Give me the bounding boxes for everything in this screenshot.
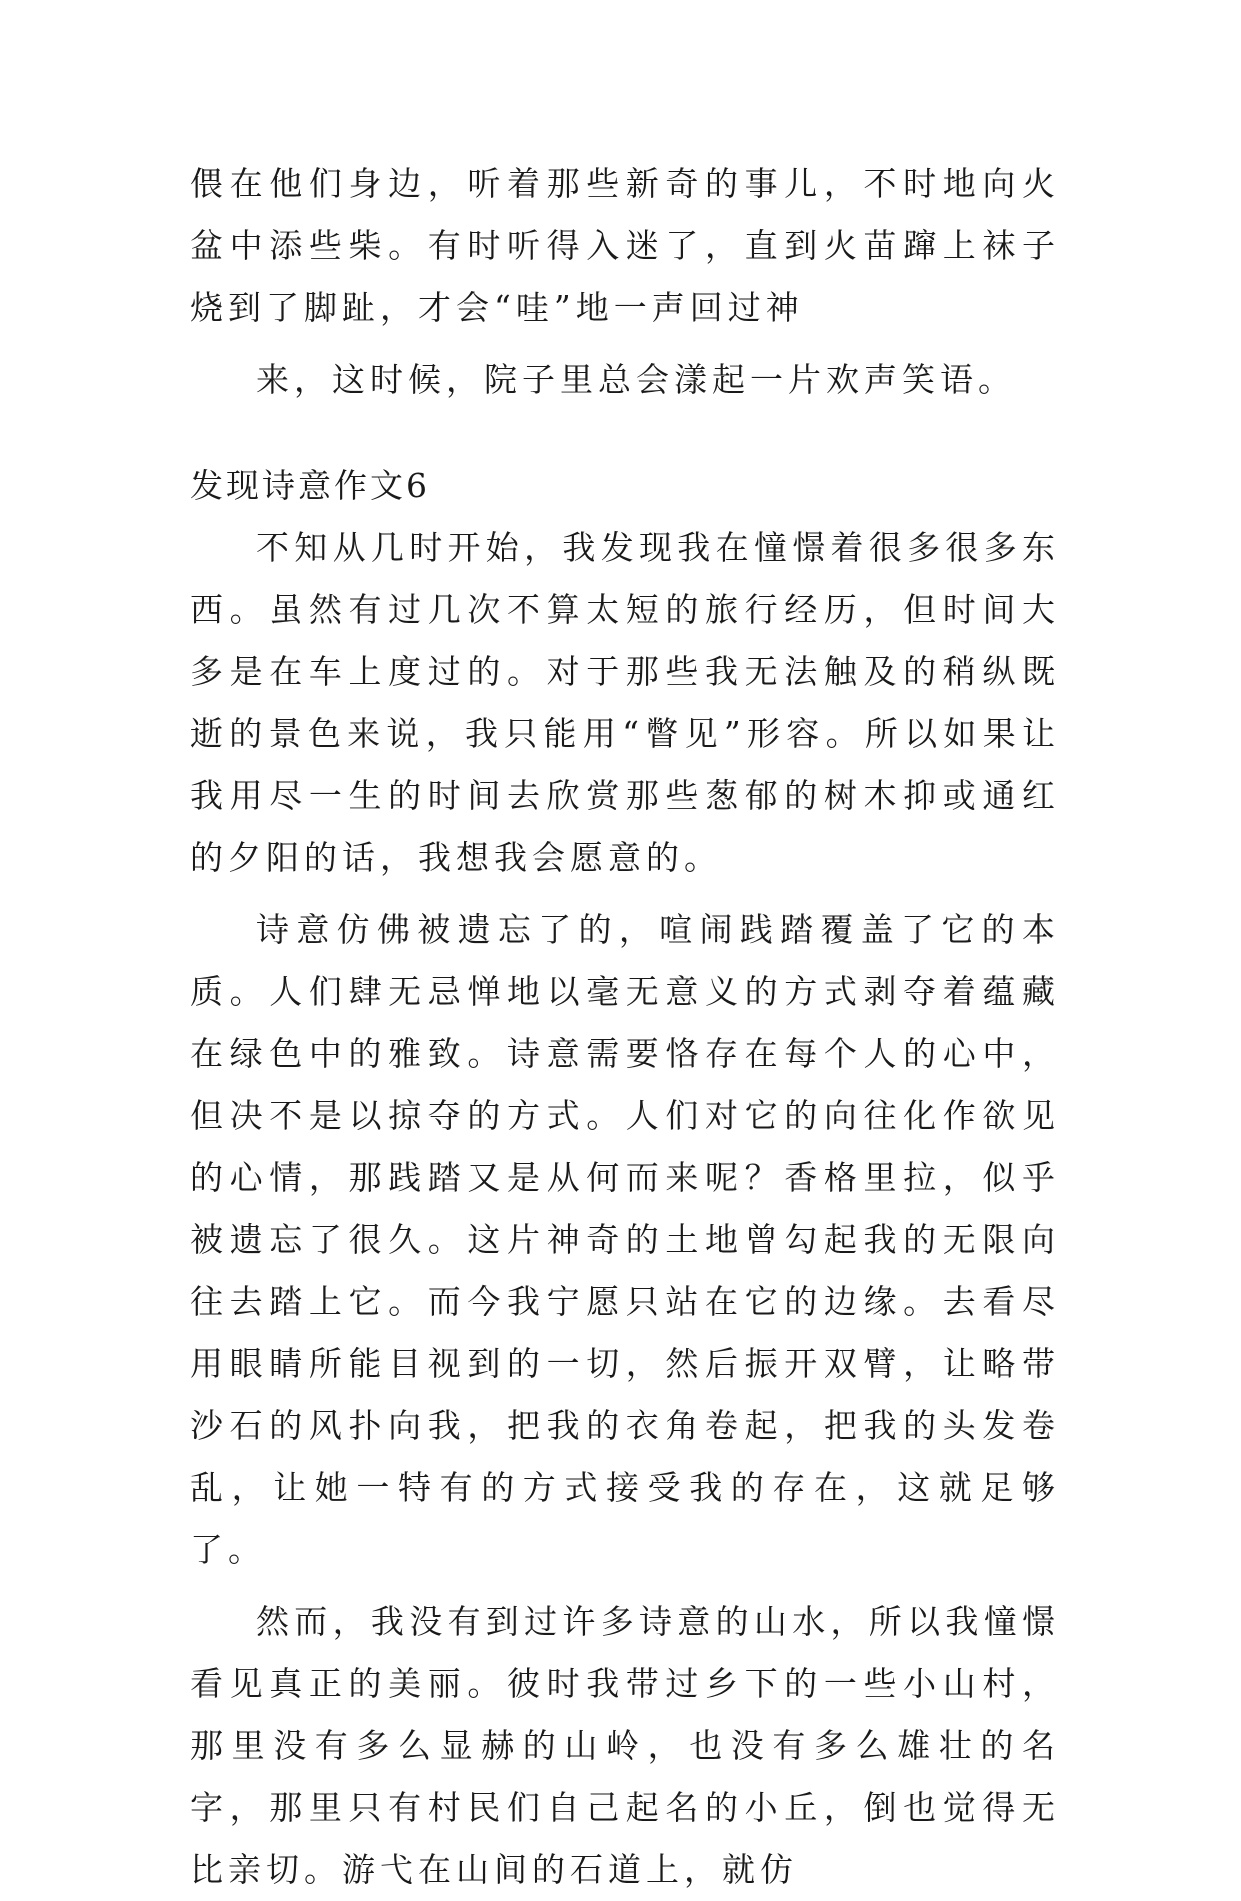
document-body <box>190 153 1060 1901</box>
body-paragraph-2: 诗意仿佛被遗忘了的，喧闹践踏覆盖了它的本质。人们肆无忌惮地以毫无意义的方式剥夺着蕴藏在绿色中的雅致。诗意需要恪存在每个人的心中，但决不是以掠夺的方式。人们对它的向往化作欲见的心情，那践踏又是从何而来呢？香格里拉，似乎被遗忘了很久。这片神奇的土地曾勾起我的无限向往去踏上它。而今我宁愿只站在它的边缘。去看尽用眼睛所能目视到的一切，然后振开双臂，让略带沙石的风扑向我，把我的衣角卷起，把我的头发卷乱，让她一特有的方式接受我的存在，这就足够了。 <box>190 910 1060 1569</box>
section-title: 发现诗意作文6 <box>190 466 430 505</box>
previous-article-closing-paragraph: 来，这时候，院子里总会漾起一片欢声笑语。 <box>256 360 1016 399</box>
body-paragraph-3: 然而，我没有到过许多诗意的山水，所以我憧憬看见真正的美丽。彼时我带过乡下的一些小山村，那里没有多么显赫的山岭，也没有多么雄壮的名字，那里只有村民们自己起名的小丘，倒也觉得无比亲切。游弋在山间的石道上，就仿 <box>190 1602 1060 1889</box>
previous-article-paragraph: 偎在他们身边，听着那些新奇的事儿，不时地向火盆中添些柴。有时听得入迷了，直到火苗蹿上袜子烧到了脚趾，才会“哇”地一声回过神 <box>190 164 1060 327</box>
body-paragraph-1: 不知从几时开始，我发现我在憧憬着很多很多东西。虽然有过几次不算太短的旅行经历，但时间大多是在车上度过的。对于那些我无法触及的稍纵既逝的景色来说，我只能用“瞥见”形容。所以如果让我用尽一生的时间去欣赏那些葱郁的树木抑或通红的夕阳的话，我想我会愿意的。 <box>190 528 1060 877</box>
